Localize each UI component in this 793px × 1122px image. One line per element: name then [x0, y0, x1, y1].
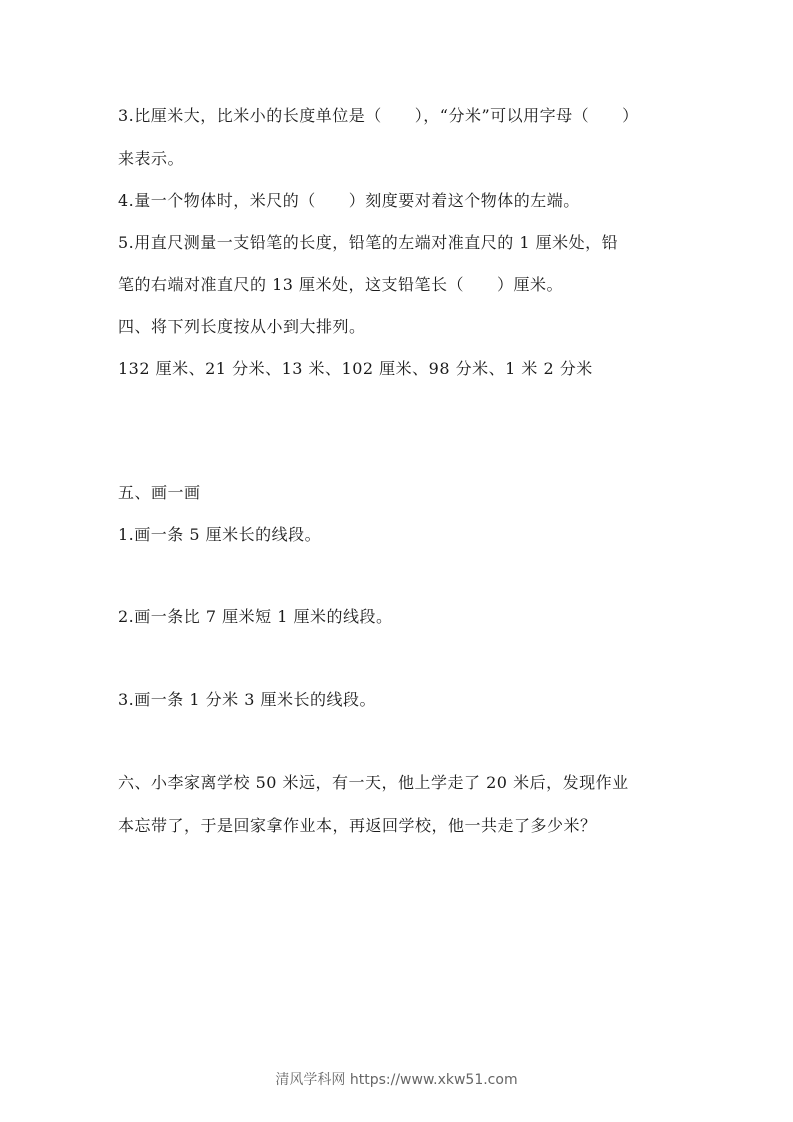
section-6-line-2: 本忘带了，于是回家拿作业本，再返回学校，他一共走了多少米？: [118, 816, 597, 835]
section-6-line-1: 六、小李家离学校 50 米远，有一天，他上学走了 20 米后，发现作业: [118, 773, 629, 792]
section-4-items: 132 厘米、21 分米、13 米、102 厘米、98 分米、1 米 2 分米: [118, 359, 593, 378]
question-4: 4.量一个物体时，米尺的（ ）刻度要对着这个物体的左端。: [118, 191, 580, 210]
footer-watermark: 清风学科网 https://www.xkw51.com: [275, 1072, 518, 1088]
section-4-title: 四、将下列长度按从小到大排列。: [118, 317, 366, 336]
question-5-line-2: 笔的右端对准直尺的 13 厘米处，这支铅笔长（ ）厘米。: [118, 275, 564, 294]
question-3-line-2: 来表示。: [118, 149, 185, 168]
section-5-title: 五、画一画: [118, 483, 201, 502]
section-5-item-2: 2.画一条比 7 厘米短 1 厘米的线段。: [118, 607, 393, 626]
section-5-item-1: 1.画一条 5 厘米长的线段。: [118, 525, 322, 544]
question-5-line-1: 5.用直尺测量一支铅笔的长度，铅笔的左端对准直尺的 1 厘米处，铅: [118, 233, 619, 252]
section-5-item-3: 3.画一条 1 分米 3 厘米长的线段。: [118, 690, 376, 709]
question-3-line-1: 3.比厘米大，比米小的长度单位是（ ），“分米”可以用字母（ ）: [118, 106, 639, 125]
